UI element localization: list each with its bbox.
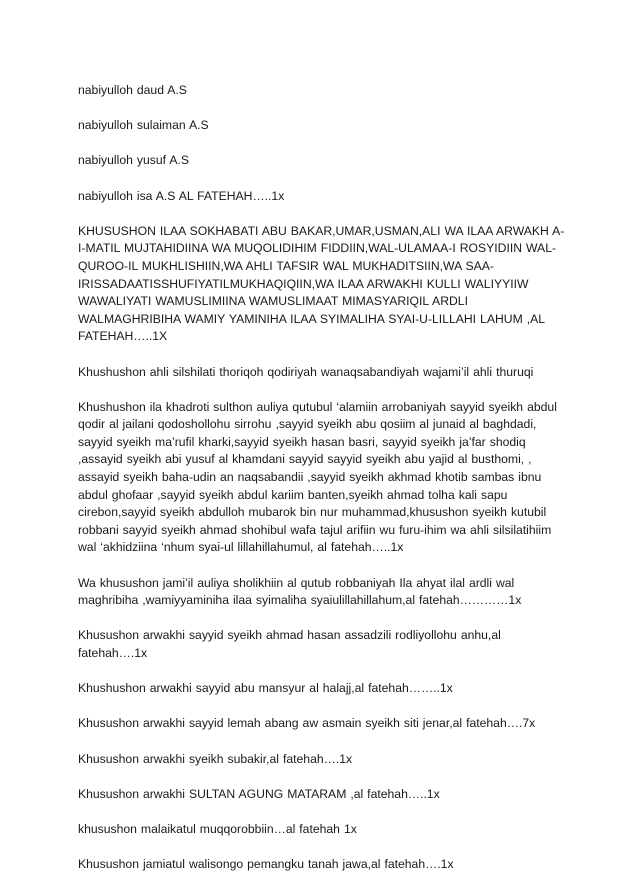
paragraph-9: Khusushon arwakhi sayyid syeikh ahmad hasan assadzili rodliyollohu anhu,al fatehah….1x xyxy=(78,628,501,660)
paragraph-5: KHUSUSHON ILAA SOKHABATI ABU BAKAR,UMAR,USMAN,ALI WA ILAA ARWAKH A-I-MATIL MUJTAHIDIINA WA MUQOLIDIHIM FIDDIIN,WAL-ULAMAA-I ROSYIDIIN WAL-QUROO-IL MUKHLISHIIN,WA AHLI TAFSIR WAL MUKHADITSIIN,WA SAA-IRISSADAATISSHUFIYATILMUKHAQIQIIN,WA ILAA ARWAKHI KULLI WALIYYIIW WAWALIYATI WAMUSLIMIINA WAMUSLIMAAT MIMASYARIQIL ARDLI WALMAGHRIBIHA WAMIY YAMINIHA ILAA SYIMALIHA SYAI-U-LILLAHI LAHUM ,AL FATEHAH…..1X xyxy=(78,223,565,344)
paragraph-1: nabiyulloh daud A.S xyxy=(78,83,187,97)
paragraph-14: khusushon malaikatul muqqorobbiin…al fatehah 1x xyxy=(78,821,357,836)
paragraph-15: Khusushon jamiatul walisongo pemangku tanah jawa,al fatehah….1x xyxy=(78,857,454,872)
document-body xyxy=(78,82,566,891)
paragraph-11: Khusushon arwakhi sayyid lemah abang aw asmain syeikh siti jenar,al fatehah….7x xyxy=(78,716,536,731)
paragraph-6: Khushushon ahli silshilati thoriqoh qodiriyah wanaqsabandiyah wajami’il ahli thuruqi xyxy=(78,364,534,379)
paragraph-12: Khusushon arwakhi syeikh subakir,al fatehah….1x xyxy=(78,751,353,766)
paragraph-10: Khushushon arwakhi sayyid abu mansyur al halajj,al fatehah……..1x xyxy=(78,681,453,696)
paragraph-2: nabiyulloh sulaiman A.S xyxy=(78,118,209,133)
paragraph-13: Khusushon arwakhi SULTAN AGUNG MATARAM ,al fatehah…..1x xyxy=(78,786,440,801)
paragraph-3: nabiyulloh yusuf A.S xyxy=(78,153,189,168)
paragraph-8: Wa khusushon jami’il auliya sholikhiin al qutub robbaniyah Ila ahyat ilal ardli wal maghribiha ,wamiyyaminiha ilaa syimaliha syaiulillahillahum,al fatehah…………1x xyxy=(78,575,522,608)
paragraph-4: nabiyulloh isa A.S AL FATEHAH…..1x xyxy=(78,188,285,203)
paragraph-7: Khushushon ila khadroti sulthon auliya qutubul ‘alamiin arrobaniyah sayyid syeikh abdul qodir al jailani qodoshollohu sirrohu ,sayyid syeikh abu qosiim al junaid al baghdadi, sayyid syeikh ma’rufil kharki,sayyid syeikh hasan basri, sayyid syeikh ja’far shodiq ,assayid syeikh abi yusuf al khamdani sayyid sayyid syeikh abu yajid al busthomi, , assayid syeikh baha-udin an naqsabandii ,sayyid syeikh akhmad khotib sambas ibnu abdul ghofaar ,sayyid syeikh abdul kariim banten,syeikh ahmad tolha kali sapu cirebon,sayyid syeikh abdulloh mubarok bin nur muhammad,khusushon syeikh kutubil robbani sayyid syeikh ahmad shohibul wafa tajul arifiin wu furu-ihim wa ahli silsilatihiim wal ‘akhidziina ‘nhum syai-ul lillahillahumul, al fatehah…..1x xyxy=(78,399,557,555)
